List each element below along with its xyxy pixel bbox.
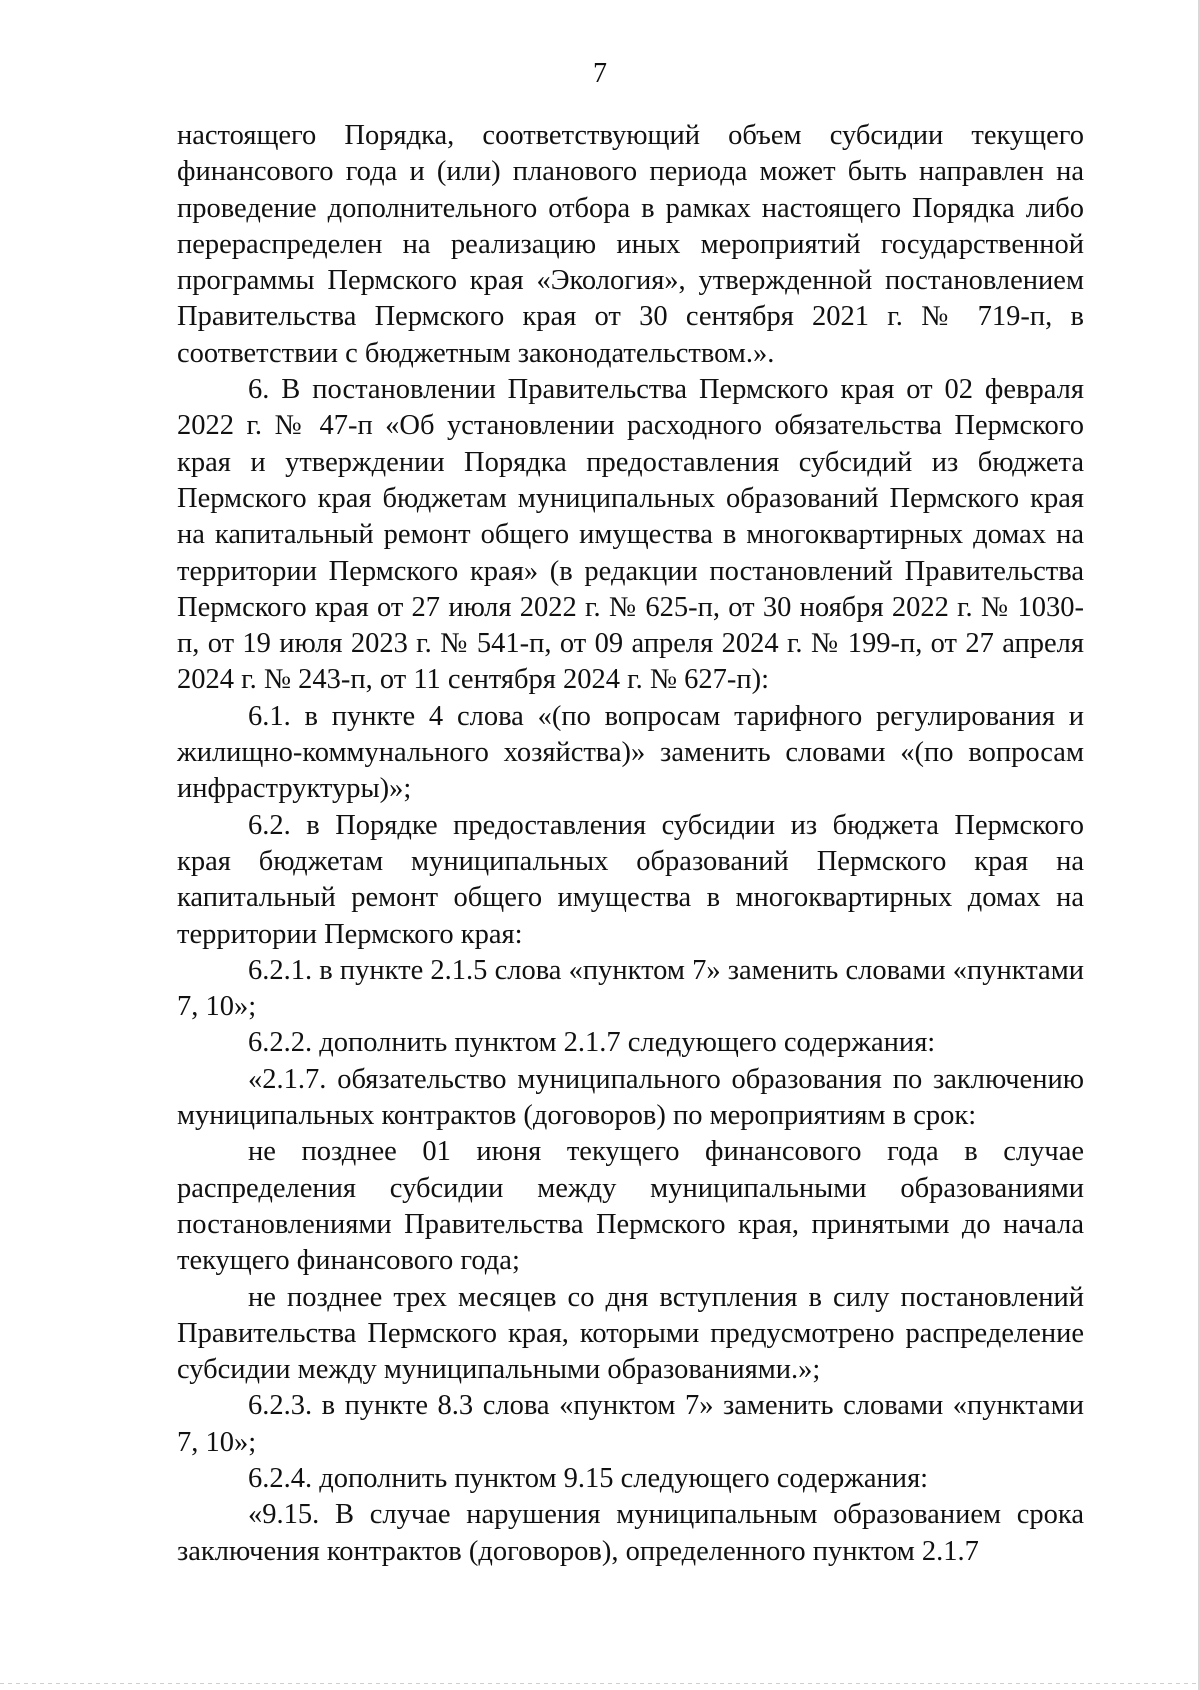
document-text — [177, 118, 1084, 1570]
paragraph-item-2-1-7: «2.1.7. обязательство муниципального образования по заключению муниципальных контрактов (договоров) по мероприятиям в срок: — [177, 1063, 1084, 1132]
paragraph-item-6-2-4: 6.2.4. дополнить пунктом 9.15 следующего содержания: — [248, 1462, 929, 1494]
paragraph-item-6-2: 6.2. в Порядке предоставления субсидии из бюджета Пермского края бюджетам муниципальных образований Пермского края на капитальный ремонт общего имущества в многоквартирных домах на территории Пермского края: — [177, 809, 1084, 950]
paragraph-deadline-1: не позднее 01 июня текущего финансового года в случае распределения субсидии между муниципальными образованиями постановлениями Правительства Пермского края, принятыми до начала текущего финансового года; — [177, 1136, 1084, 1277]
paragraph-deadline-2: не позднее трех месяцев со дня вступления в силу постановлений Правительства Пермского края, которыми предусмотрено распределение субсидии между муниципальными образованиями.»; — [177, 1281, 1084, 1386]
scan-edge-bottom — [0, 1683, 1200, 1684]
paragraph-item-6-1: 6.1. в пункте 4 слова «(по вопросам тарифного регулирования и жилищно-коммунального хозяйства)» заменить словами «(по вопросам инфраструктуры)»; — [177, 700, 1084, 805]
paragraph-item-6: 6. В постановлении Правительства Пермского края от 02 февраля 2022 г. № 47-п «Об установлении расходного обязательства Пермского края и утверждении Порядка предоставления субсидий из бюджета Пермского края бюджетам муниципальных образований Пермского края на капитальный ремонт общего имущества в многоквартирных домах на территории Пермского края» (в редакции постановлений Правительства Пермского края от 27 июля 2022 г. № 625-п, от 30 ноября 2022 г. № 1030-п, от 19 июля 2023 г. № 541-п, от 09 апреля 2024 г. № 199-п, от 27 апреля 2024 г. № 243-п, от 11 сентября 2024 г. № 627-п): — [177, 374, 1084, 696]
page-number: 7 — [593, 58, 607, 89]
paragraph-item-6-2-2: 6.2.2. дополнить пунктом 2.1.7 следующего содержания: — [248, 1027, 936, 1059]
paragraph-item-6-2-1: 6.2.1. в пункте 2.1.5 слова «пунктом 7» заменить словами «пунктами 7, 10»; — [177, 954, 1084, 1023]
paragraph-item-6-2-3: 6.2.3. в пункте 8.3 слова «пунктом 7» заменить словами «пунктами 7, 10»; — [177, 1390, 1084, 1458]
paragraph-item-9-15: «9.15. В случае нарушения муниципальным образованием срока заключения контрактов (договоров), определенного пунктом 2.1.7 — [177, 1499, 1084, 1567]
paragraph-continuation: настоящего Порядка, соответствующий объем субсидии текущего финансового года и (или) планового периода может быть направлен на проведение дополнительного отбора в рамках настоящего Порядка либо перераспределен на реализацию иных мероприятий государственной программы Пермского края «Экология», утвержденной постановлением Правительства Пермского края от 30 сентября 2021 г. № 719-п, в соответствии с бюджетным законодательством.». — [177, 120, 1084, 369]
